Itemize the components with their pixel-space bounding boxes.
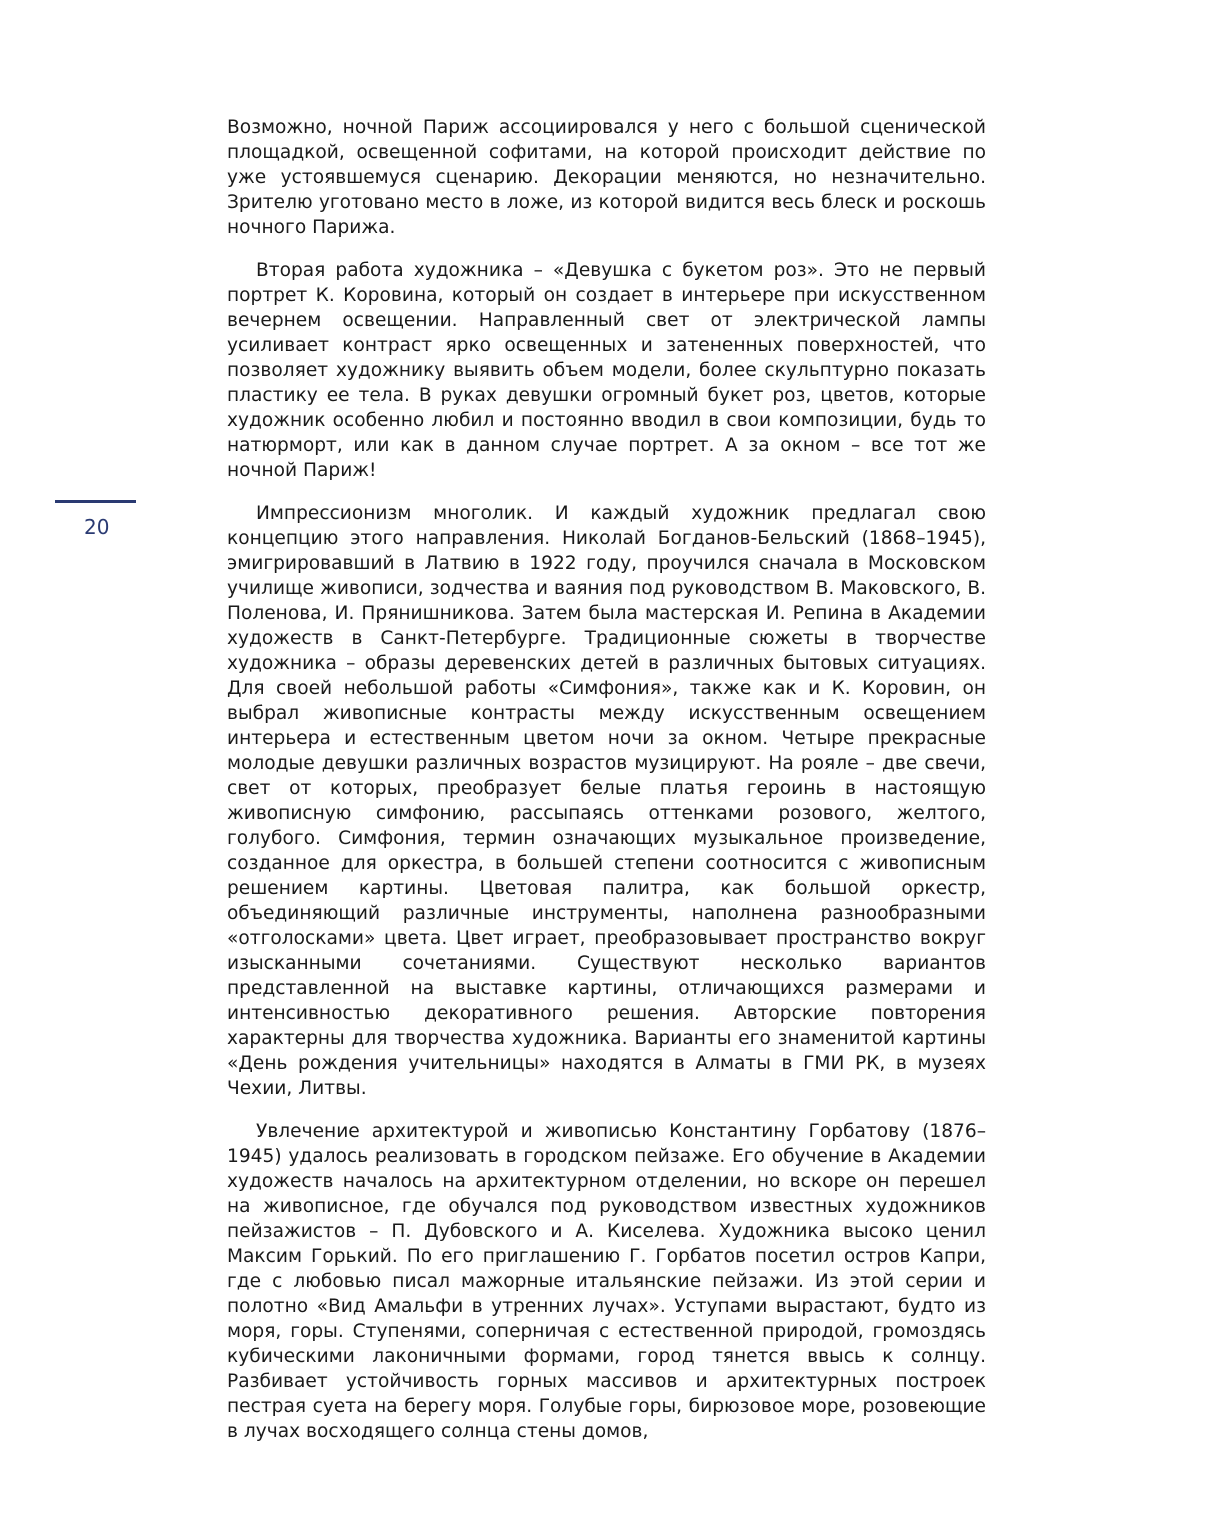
page-number: 20 [84,515,110,539]
paragraph: Увлечение архитектурой и живописью Константину Горбатову (1876–1945) удалось реализовать в городском пейзаже. Его обучение в Академии художеств началось на архитектурном отделении, но вскоре он перешел на живописное, где обучался под руководством известных художников пейзажистов – П. Дубовского и А. Киселева. Художника высоко ценил Максим Горький. По его приглашению Г. Горбатов посетил остров Капри, где с любовью писал мажорные итальянские пейзажи. Из этой серии и полотно «Вид Амальфи в утренних лучах». Уступами вырастают, будто из моря, горы. Ступенями, соперничая с естественной природой, громоздясь кубическими лаконичными формами, город тянется ввысь к солнцу. Разбивает устойчивость горных массивов и архитектурных построек пестрая суета на берегу моря. Голубые горы, бирюзовое море, розовеющие в лучах восходящего солнца стены домов, [227,1121,986,1442]
page-number-rule [55,500,136,503]
body-text [227,115,986,1444]
paragraph: Импрессионизм многолик. И каждый художник предлагал свою концепцию этого направления. Николай Богданов-Бельский (1868–1945), эмигрировавший в Латвию в 1922 году, проучился сначала в Московском училище живописи, зодчества и ваяния под руководством В. Маковского, В. Поленова, И. Прянишникова. Затем была мастерская И. Репина в Академии художеств в Санкт-Петербурге. Традиционные сюжеты в творчестве художника – образы деревенских детей в различных бытовых ситуациях. Для своей небольшой работы «Симфония», также как и К. Коровин, он выбрал живописные контрасты между искусственным освещением интерьера и естественным цветом ночи за окном. Четыре прекрасные молодые девушки различных возрастов музицируют. На рояле – две свечи, свет от которых, преобразует белые платья героинь в настоящую живописную симфонию, рассыпаясь оттенками розового, желтого, голубого. Симфония, термин означающих музыкальное произведение, созданное для оркестра, в большей степени соотносится с живописным решением картины. Цветовая палитра, как большой оркестр, объединяющий различные инструменты, наполнена разнообразными «отголосками» цвета. Цвет играет, преобразовывает пространство вокруг изысканными сочетаниями. Существуют несколько вариантов представленной на выставке картины, отличающихся размерами и интенсивностью декоративного решения. Авторские повторения характерны для творчества художника. Варианты его знаменитой картины «День рождения учительницы» находятся в Алматы в ГМИ РК, в музеях Чехии, Литвы. [227,503,986,1099]
horizontal-rule [55,500,136,503]
paragraph: Возможно, ночной Париж ассоциировался у него с большой сценической площадкой, освещенной софитами, на которой происходит действие по уже устоявшемуся сценарию. Декорации меняются, но незначительно. Зрителю уготовано место в ложе, из которой видится весь блеск и роскошь ночного Парижа. [227,117,986,238]
paragraph: Вторая работа художника – «Девушка с букетом роз». Это не первый портрет К. Коровина, который он создает в интерьере при искусственном вечернем освещении. Направленный свет от электрической лампы усиливает контраст ярко освещенных и затененных поверхностей, что позволяет художнику выявить объем модели, более скульптурно показать пластику ее тела. В руках девушки огромный букет роз, цветов, которые художник особенно любил и постоянно вводил в свои композиции, будь то натюрморт, или как в данном случае портрет. А за окном – все тот же ночной Париж! [227,260,986,481]
